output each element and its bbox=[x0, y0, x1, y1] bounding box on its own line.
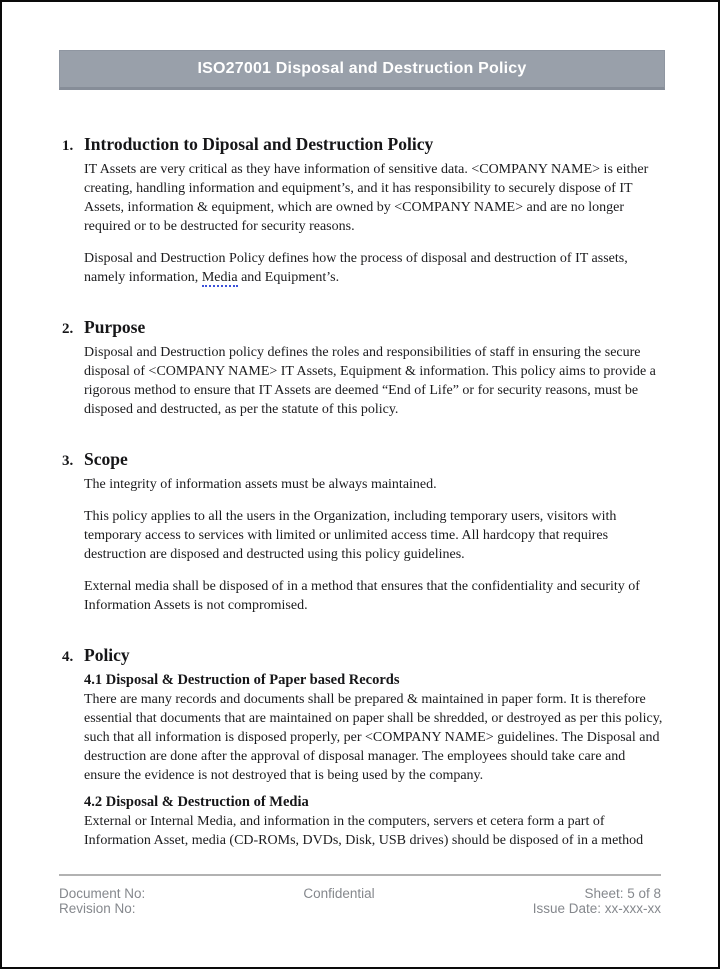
paragraph: External media shall be disposed of in a method that ensures that the confidentiality and security of Information Assets is not compromised. bbox=[84, 579, 640, 613]
sheet-info: Sheet: 5 of 8 bbox=[584, 886, 661, 901]
revision-no-label: Revision No: bbox=[59, 901, 136, 916]
paragraph: External or Internal Media, and information in the computers, servers et cetera form a part of Information Asset, media (CD-ROMs, DVDs, Disk, USB drives) should be disposed of in a method bbox=[84, 814, 644, 848]
footer-center bbox=[303, 886, 374, 901]
subsection-media bbox=[84, 793, 665, 850]
section-purpose bbox=[62, 317, 665, 419]
document-body bbox=[62, 134, 665, 858]
paragraph-text: and Equipment’s. bbox=[237, 270, 340, 285]
section-heading bbox=[62, 317, 665, 340]
subsection-title: 4.2 Disposal & Destruction of Media bbox=[84, 794, 309, 810]
section-text bbox=[84, 343, 665, 419]
section-heading bbox=[62, 645, 665, 668]
section-number: 4. bbox=[62, 649, 74, 665]
section-number: 1. bbox=[62, 138, 74, 154]
paragraph: Disposal and Destruction policy defines the roles and responsibilities of staff in ensuring the secure disposal of <COMPANY NAME> IT Assets, Equipment & information. This policy aims to provide a rigorous method to ensure that IT Assets are deemed “End of Life” or for security reasons, must be disposed and destructed, as per the statute of this policy. bbox=[84, 345, 656, 417]
section-text bbox=[84, 475, 665, 615]
section-heading bbox=[62, 134, 665, 157]
section-heading bbox=[62, 449, 665, 472]
section-title: Policy bbox=[84, 645, 130, 665]
section-scope bbox=[62, 449, 665, 615]
paragraph: IT Assets are very critical as they have information of sensitive data. <COMPANY NAME> is either creating, handling information and equipment’s, and it has responsibility to securely dispose of IT Assets, information & equipment, which are owned by <COMPANY NAME> and are no longer required or to be destructed for security reasons. bbox=[84, 162, 649, 234]
section-title: Introduction to Diposal and Destruction Policy bbox=[84, 134, 434, 154]
paragraph bbox=[84, 249, 665, 287]
section-title: Purpose bbox=[84, 317, 146, 337]
page-footer bbox=[59, 874, 661, 916]
confidential-label: Confidential bbox=[303, 886, 375, 901]
title-banner bbox=[59, 50, 665, 90]
section-title: Scope bbox=[84, 449, 128, 469]
section-introduction bbox=[62, 134, 665, 287]
section-number: 3. bbox=[62, 453, 74, 469]
section-number: 2. bbox=[62, 321, 74, 337]
footer-left bbox=[59, 886, 145, 916]
section-text bbox=[84, 160, 665, 287]
paragraph: There are many records and documents shall be prepared & maintained in paper form. It is therefore essential that documents that are maintained on paper shall be shredded, or destroyed as per this policy, such that all information is disposed properly, per <COMPANY NAME> guidelines. The Disposal and destruction are done after the approval of disposal manager. The employees should take care and ensure the evidence is not destroyed that is being used by the company. bbox=[84, 692, 663, 783]
issue-date: Issue Date: xx-xxx-xx bbox=[532, 901, 661, 916]
subsection-paper-records bbox=[84, 671, 665, 785]
footer-right bbox=[533, 886, 661, 916]
section-text bbox=[84, 671, 665, 850]
section-policy bbox=[62, 645, 665, 850]
subsection-title: 4.1 Disposal & Destruction of Paper based Records bbox=[84, 672, 400, 688]
spellcheck-marked-word: Media bbox=[201, 270, 238, 285]
document-title: ISO27001 Disposal and Destruction Policy bbox=[197, 60, 527, 77]
paragraph: The integrity of information assets must be always maintained. bbox=[84, 477, 437, 492]
paragraph-text: Disposal and Destruction Policy defines how the process of disposal and destruction of IT assets, namely information, bbox=[84, 251, 628, 285]
paragraph: This policy applies to all the users in the Organization, including temporary users, visitors with temporary access to services with limited or unlimited access time. All hardcopy that requires destruction are disposed and destructed using this policy guidelines. bbox=[84, 509, 617, 562]
document-no-label: Document No: bbox=[59, 886, 146, 901]
